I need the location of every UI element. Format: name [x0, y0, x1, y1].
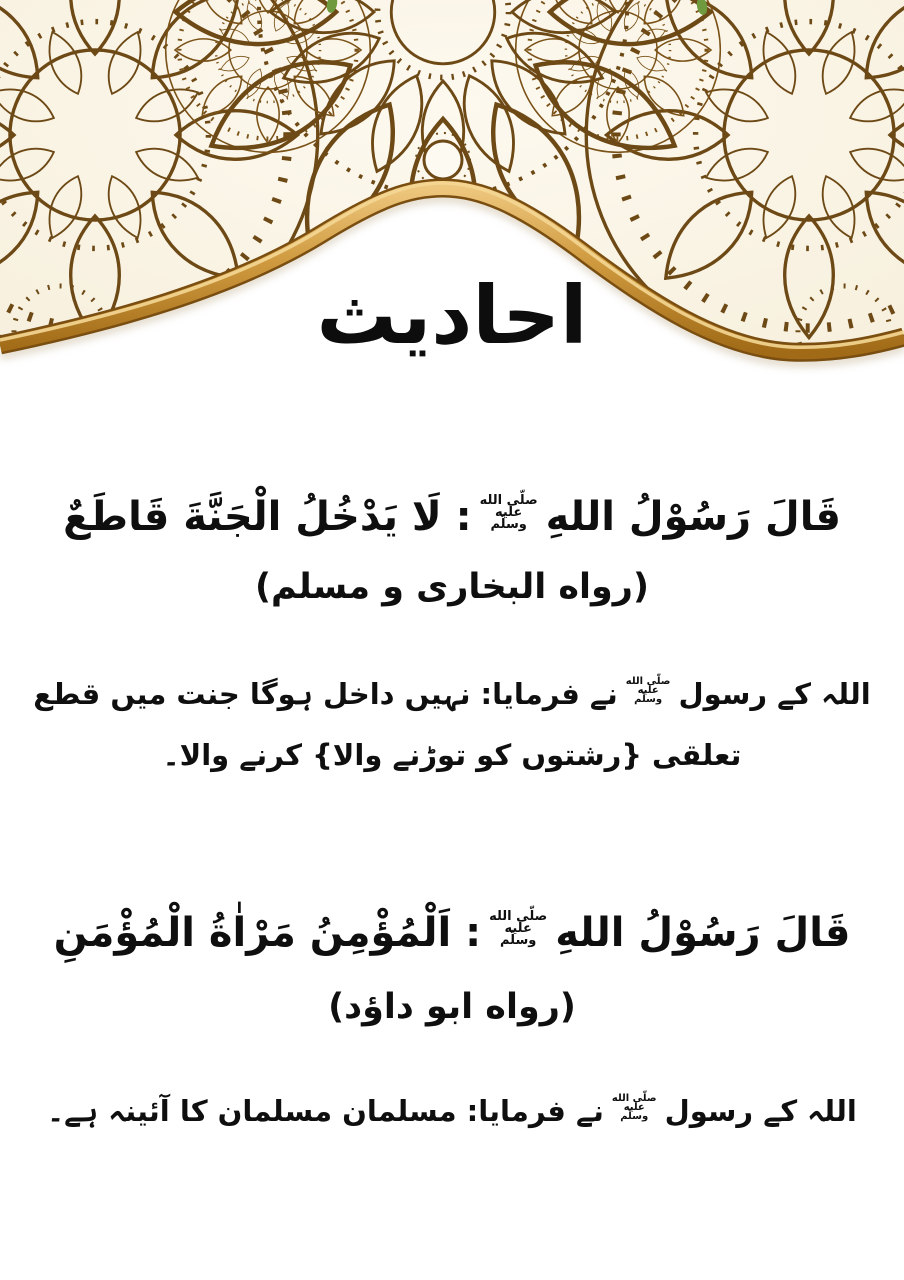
- hadith2-urdu-text-start: اللہ کے رسول: [664, 1094, 857, 1128]
- hadith2-source: (رواه ابو داؤد): [328, 987, 576, 1027]
- saw-honorific: [626, 677, 671, 704]
- saw-line: صلّى الله: [479, 493, 538, 508]
- hadith2-urdu-line: [0, 1090, 904, 1134]
- hadith2-arabic-text-start: قَالَ رَسُوْلُ اللهِ: [555, 910, 851, 956]
- peak-ring: [424, 141, 462, 179]
- saw-line: وسلّم: [499, 933, 537, 948]
- saw-line: صلّى الله: [611, 1092, 657, 1104]
- saw-honorific: [489, 911, 547, 947]
- saw-line: صلّى الله: [625, 675, 671, 687]
- hadith2-urdu-text-end: نے فرمایا: مسلمان مسلمان کا آئینہ ہے۔: [47, 1094, 604, 1128]
- saw-line: وسلّم: [490, 517, 527, 532]
- hadith1-arabic-text-end: : لَا يَدْخُلُ الْجَنَّةَ قَاطَعٌ: [63, 494, 472, 540]
- hadith2-arabic-text-end: : اَلْمُؤْمِنُ مَرْاٰةُ الْمُؤْمَنِ: [53, 910, 482, 956]
- saw-line: وسلّم: [620, 1110, 649, 1122]
- saw-line: عليه: [637, 684, 659, 696]
- hadith1-urdu-line1: [0, 673, 904, 717]
- hadith1-source: (رواه البخاری و مسلم): [255, 567, 649, 607]
- hadith1-urdu-line2: تعلقی {رشتوں کو توڑنے والا} کرنے والا۔: [162, 738, 742, 772]
- saw-line: عليه: [494, 505, 523, 520]
- hadith1-urdu-text-start: اللہ کے رسول: [678, 677, 871, 711]
- saw-line: وسلّم: [634, 693, 663, 705]
- hadith1-arabic-text-start: قَالَ رَسُوْلُ اللهِ: [545, 494, 841, 540]
- saw-line: عليه: [623, 1101, 645, 1113]
- saw-honorific: [612, 1094, 657, 1121]
- saw-honorific: [480, 495, 538, 531]
- hadith1-urdu-text-end: نے فرمایا: نہیں داخل ہوگا جنت میں قطع: [33, 677, 618, 711]
- hadith2-arabic-quote: [0, 902, 904, 964]
- page-title: احادیث: [316, 269, 588, 362]
- saw-line: عليه: [504, 921, 532, 936]
- hadith1-arabic-quote: [0, 486, 904, 548]
- saw-line: صلّى الله: [489, 909, 548, 924]
